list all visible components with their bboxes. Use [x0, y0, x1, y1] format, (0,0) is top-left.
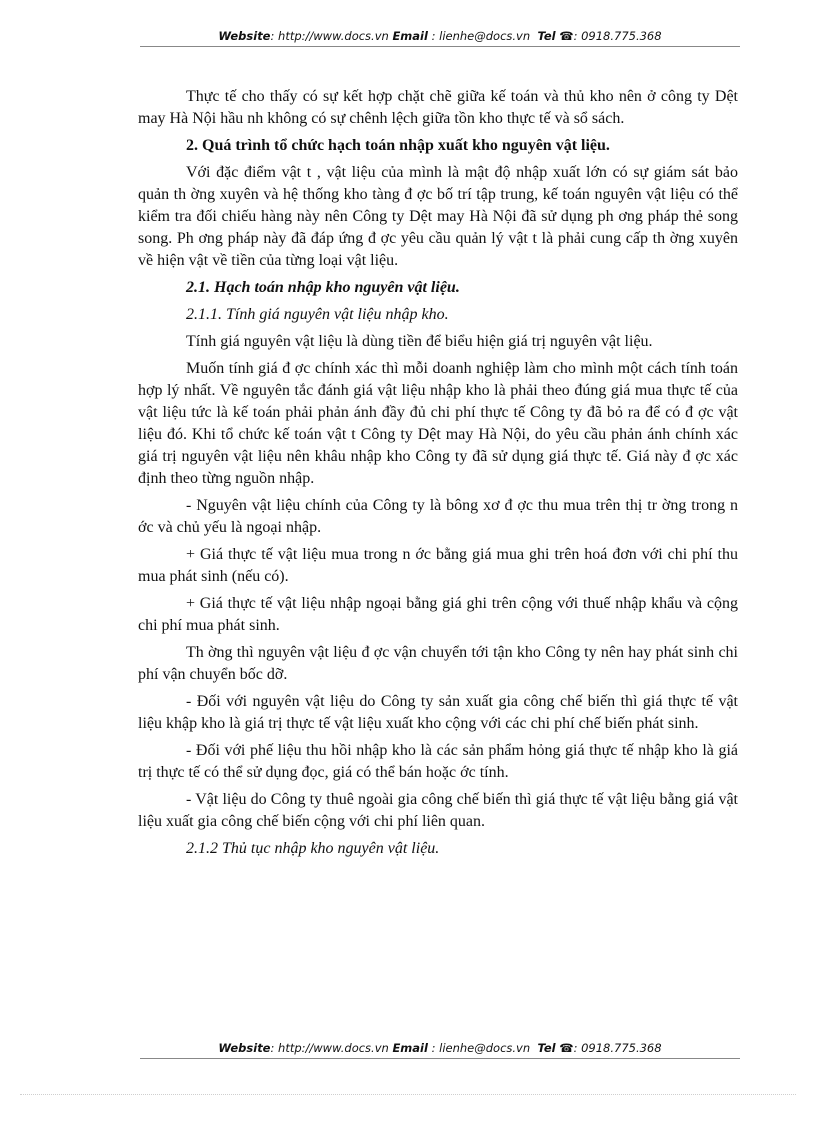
paragraph: - Đối với nguyên vật liệu do Công ty sản xuất gia công chế biến thì giá thực tế vật liệu khập kho là giá trị thực tế vật liệu xuất kho cộng với các chi phí chế biến phát sinh.	[138, 693, 738, 732]
section-heading: 2. Quá trình tổ chức hạch toán nhập xuất kho nguyên vật liệu.	[186, 137, 610, 154]
subsection-heading: 2.1. Hạch toán nhập kho nguyên vật liệu.	[186, 279, 460, 296]
paragraph: Muốn tính giá đ ợc chính xác thì mỗi doanh nghiệp làm cho mình một cách tính toán hợp lý nhất. Về nguyên tắc đánh giá vật liệu nhập kho là phải theo đúng giá mua thực tế của vật liệu tức là kế toán phải phản ánh đầy đủ chi phí thực tế Công ty đã bỏ ra để có đ ợc vật liệu đó. Khi tổ chức kế toán vật t Công ty Dệt may Hà Nội, do yêu cầu phản ánh chính xác giá trị nguyên vật liệu nên khâu nhập kho Công ty đã sử dụng giá thực tế. Giá này đ ợc xác định theo từng nguồn nhập.	[138, 360, 738, 487]
paragraph: + Giá thực tế vật liệu mua trong n ớc bằng giá mua ghi trên hoá đơn với chi phí thu mua phát sinh (nếu có).	[138, 546, 738, 585]
footer-rule	[140, 1058, 740, 1059]
header-email-value: : lienhe@docs.vn	[431, 29, 531, 43]
subsubsection-heading: 2.1.2 Thủ tục nhập kho nguyên vật liệu.	[186, 840, 440, 857]
paragraph: - Đối với phế liệu thu hồi nhập kho là các sản phẩm hỏng giá thực tế nhập kho là giá trị thực tế có thể sử dụng đọc, giá có thể bán hoặc ớc tính.	[138, 742, 738, 781]
header-rule	[140, 46, 740, 47]
page-header	[140, 29, 740, 43]
paragraph: + Giá thực tế vật liệu nhập ngoại bằng giá ghi trên cộng với thuế nhập khẩu và cộng chi phí mua phát sinh.	[138, 595, 738, 634]
paragraph: Với đặc điểm vật t , vật liệu của mình là mật độ nhập xuất lớn có sự giám sát bảo quản th ờng xuyên và hệ thống kho tàng đ ợc bố trí tập trung, kế toán nguyên vật liệu có thể kiểm tra đối chiếu hàng này nên Công ty Dệt may Hà Nội đã sử dụng ph ơng pháp thẻ song song. Ph ơng pháp này đã đáp ứng đ ợc yêu cầu quản lý vật t là phải cung cấp th ờng xuyên về hiện vật về tiền của từng loại vật liệu.	[138, 164, 738, 269]
header-website-label: Website	[218, 29, 271, 43]
footer-website-label: Website	[218, 1041, 271, 1055]
paragraph: Th ờng thì nguyên vật liệu đ ợc vận chuyển tới tận kho Công ty nên hay phát sinh chi phí vận chuyển bốc dỡ.	[138, 644, 738, 683]
footer-tel-value: : 0918.775.368	[573, 1041, 662, 1055]
paragraph: Thực tế cho thấy có sự kết hợp chặt chẽ giữa kế toán và thủ kho nên ở công ty Dệt may Hà Nội hầu nh không có sự chênh lệch giữa tồn kho thực tế và sổ sách.	[138, 88, 738, 127]
header-tel-value: : 0918.775.368	[573, 29, 662, 43]
paragraph: - Vật liệu do Công ty thuê ngoài gia công chế biến thì giá thực tế vật liệu bằng giá vật liệu xuất gia công chế biến cộng với chi phí liên quan.	[138, 791, 738, 830]
paragraph: Tính giá nguyên vật liệu là dùng tiền để biểu hiện giá trị nguyên vật liệu.	[186, 333, 653, 350]
page-footer	[140, 1041, 740, 1055]
subsubsection-heading: 2.1.1. Tính giá nguyên vật liệu nhập kho.	[186, 306, 449, 323]
header-tel-label: Tel	[537, 29, 556, 43]
header-website-value: : http://www.docs.vn	[270, 29, 389, 43]
footer-email-value: : lienhe@docs.vn	[431, 1041, 531, 1055]
paragraph: - Nguyên vật liệu chính của Công ty là bông xơ đ ợc thu mua trên thị tr ờng trong n ớc và chủ yếu là ngoại nhập.	[138, 497, 738, 536]
header-email-label: Email	[392, 29, 428, 43]
footer-tel-label: Tel	[537, 1041, 556, 1055]
page-edge-divider	[20, 1094, 796, 1095]
footer-website-value: : http://www.docs.vn	[270, 1041, 389, 1055]
page-content	[138, 86, 738, 865]
phone-icon: ☎	[559, 1041, 574, 1055]
phone-icon: ☎	[559, 29, 574, 43]
footer-email-label: Email	[392, 1041, 428, 1055]
